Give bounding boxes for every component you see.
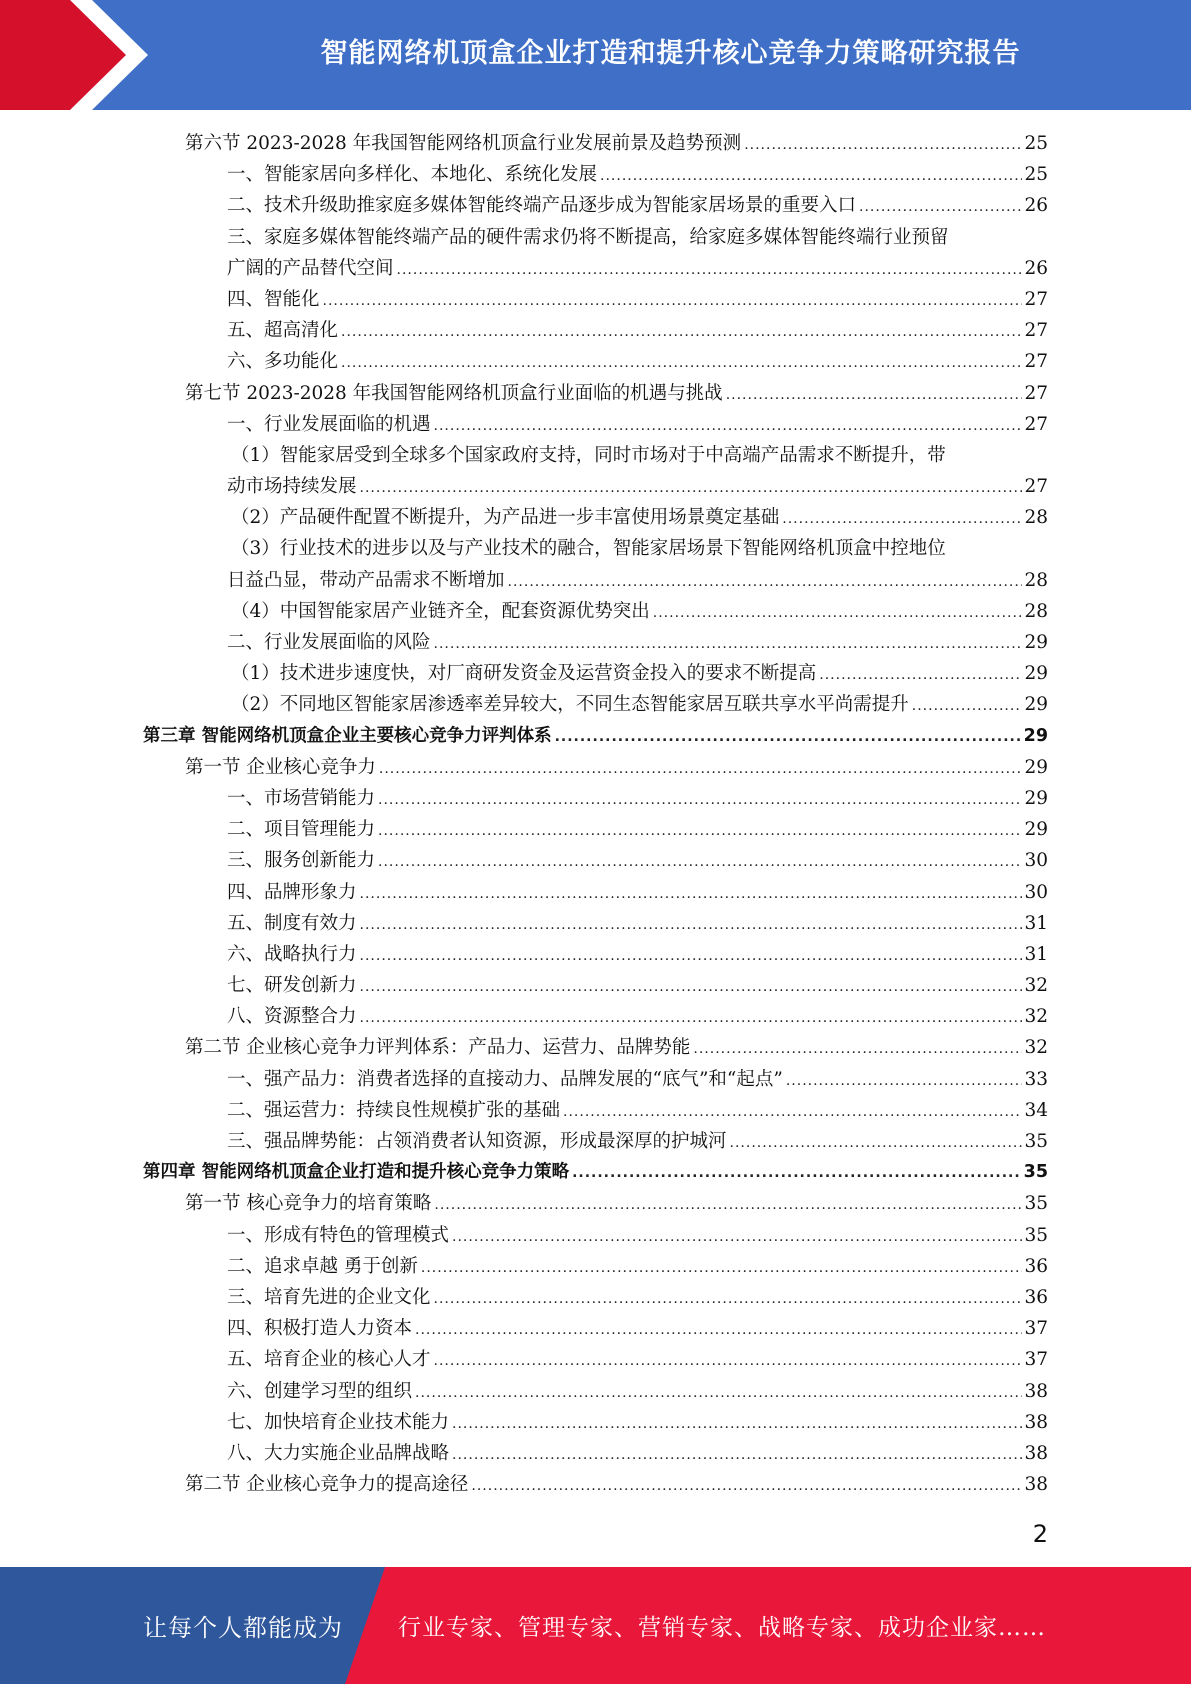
- dot-leader: [471, 1471, 1022, 1502]
- toc-entry[interactable]: [143, 565, 1048, 596]
- toc-entry[interactable]: [143, 222, 1048, 253]
- dot-leader: [744, 130, 1022, 161]
- toc-entry-page: 29: [1024, 819, 1048, 841]
- toc-entry[interactable]: [143, 970, 1048, 1001]
- toc-entry-page: 32: [1024, 1037, 1048, 1059]
- dot-leader: [360, 941, 1023, 972]
- toc-entry-title: 三、强品牌势能：占领消费者认知资源，形成最深厚的护城河: [227, 1131, 727, 1152]
- toc-entry[interactable]: [143, 877, 1048, 908]
- toc-entry[interactable]: [143, 627, 1048, 658]
- toc-entry-title: 第六节 2023-2028 年我国智能网络机顶盒行业发展前景及趋势预测: [185, 133, 742, 154]
- toc-entry-title: 第四章 智能网络机顶盒企业打造和提升核心竞争力策略: [143, 1162, 570, 1183]
- toc-entry-page: 36: [1024, 1255, 1048, 1277]
- toc-entry-page: 28: [1024, 600, 1048, 622]
- toc-entry-title: 一、形成有特色的管理模式: [227, 1224, 450, 1246]
- toc-entry[interactable]: [143, 1376, 1048, 1407]
- toc-entry-title: 第二节 企业核心竞争力评判体系：产品力、运营力、品牌势能: [185, 1037, 691, 1059]
- dot-leader: [819, 660, 1022, 691]
- dot-leader: [452, 1440, 1022, 1471]
- toc-entry[interactable]: [143, 378, 1048, 409]
- toc-entry[interactable]: [143, 596, 1048, 627]
- dot-leader: [434, 411, 1023, 442]
- toc-entry[interactable]: [143, 1438, 1048, 1469]
- dot-leader: [360, 910, 1023, 941]
- toc-entry[interactable]: [143, 1251, 1048, 1282]
- dot-leader: [912, 691, 1023, 722]
- dot-leader: [434, 1284, 1023, 1315]
- toc-entry-title: 六、创建学习型的组织: [227, 1380, 413, 1402]
- toc-entry-title: （1）技术进步速度快，对厂商研发资金及运营资金投入的要求不断提高: [231, 663, 817, 685]
- toc-entry-page: 28: [1024, 569, 1048, 591]
- toc-entry-title: 三、培育先进的企业文化: [227, 1286, 431, 1308]
- toc-entry-page: 29: [1024, 632, 1048, 653]
- toc-entry[interactable]: [143, 409, 1048, 440]
- toc-entry[interactable]: [143, 1126, 1048, 1157]
- toc-entry[interactable]: [143, 253, 1048, 284]
- dot-leader: [341, 348, 1022, 379]
- page-header: [0, 0, 1191, 110]
- toc-entry-title: （1）智能家居受到全球多个国家政府支持，同时市场对于中高端产品需求不断提升，带: [231, 444, 946, 466]
- dot-leader: [360, 972, 1023, 1003]
- toc-entry-page: 27: [1024, 288, 1048, 310]
- toc-entry-page: 38: [1024, 1442, 1048, 1464]
- toc-entry[interactable]: [143, 1313, 1048, 1344]
- dot-leader: [786, 1066, 1023, 1097]
- chevron-arrow-icon: [0, 0, 160, 110]
- dot-leader: [421, 1253, 1023, 1284]
- toc-entry[interactable]: [143, 315, 1048, 346]
- toc-entry-title: 第一节 核心竞争力的培育策略: [185, 1193, 432, 1215]
- toc-entry-title: 动市场持续发展: [227, 476, 357, 498]
- dot-leader: [415, 1378, 1022, 1409]
- toc-entry-page: 33: [1024, 1068, 1048, 1090]
- dot-leader: [434, 1346, 1023, 1377]
- toc-entry[interactable]: [143, 721, 1048, 752]
- toc-entry-page: 35: [1024, 1193, 1048, 1215]
- dot-leader: [360, 879, 1023, 910]
- toc-entry-page: 27: [1024, 320, 1048, 342]
- toc-entry-title: （3）行业技术的进步以及与产业技术的融合，智能家居场景下智能网络机顶盒中控地位: [231, 538, 946, 560]
- toc-entry-title: 二、行业发展面临的风险: [227, 632, 431, 653]
- toc-entry-title: 八、大力实施企业品牌战略: [227, 1442, 450, 1464]
- table-of-contents: [143, 128, 1048, 1500]
- dot-leader: [379, 754, 1023, 785]
- toc-entry-title: （4）中国智能家居产业链齐全，配套资源优势突出: [231, 600, 650, 622]
- toc-entry-page: 37: [1024, 1318, 1048, 1340]
- toc-entry-title: 广阔的产品替代空间: [227, 257, 394, 279]
- toc-entry[interactable]: [143, 752, 1048, 783]
- toc-entry-page: 36: [1024, 1286, 1048, 1308]
- toc-entry-page: 37: [1024, 1349, 1048, 1371]
- dot-leader: [434, 1190, 1022, 1221]
- dot-leader: [730, 1128, 1023, 1159]
- toc-entry[interactable]: [143, 1220, 1048, 1251]
- dot-leader: [341, 317, 1022, 348]
- dot-leader: [434, 629, 1023, 660]
- toc-entry[interactable]: [143, 1469, 1048, 1500]
- toc-entry[interactable]: [143, 284, 1048, 315]
- toc-entry-page: 30: [1024, 850, 1048, 872]
- toc-entry-title: 一、行业发展面临的机遇: [227, 413, 431, 435]
- dot-leader: [415, 1315, 1022, 1346]
- dot-leader: [452, 1222, 1022, 1253]
- toc-entry[interactable]: [143, 346, 1048, 377]
- toc-entry[interactable]: [143, 1032, 1048, 1063]
- toc-entry[interactable]: [143, 1157, 1048, 1188]
- footer-slogan-left: 让每个人都能成为: [143, 1614, 343, 1642]
- dot-leader: [323, 286, 1023, 317]
- toc-entry-page: 32: [1024, 975, 1048, 997]
- toc-entry-page: 28: [1024, 507, 1048, 529]
- toc-entry-title: 六、战略执行力: [227, 943, 357, 965]
- toc-entry-page: 38: [1024, 1380, 1048, 1402]
- toc-entry-title: 四、品牌形象力: [227, 881, 357, 903]
- toc-entry-title: 一、智能家居向多样化、本地化、系统化发展: [227, 164, 598, 186]
- toc-entry[interactable]: [143, 502, 1048, 533]
- toc-entry-page: 29: [1024, 756, 1048, 778]
- toc-entry-page: 27: [1024, 351, 1048, 373]
- toc-entry-title: （2）产品硬件配置不断提升，为产品进一步丰富使用场景奠定基础: [231, 507, 780, 529]
- page-footer: [0, 1567, 1191, 1684]
- toc-entry-title: 二、项目管理能力: [227, 819, 376, 841]
- toc-entry[interactable]: [143, 1407, 1048, 1438]
- dot-leader: [782, 504, 1022, 535]
- toc-entry[interactable]: [143, 783, 1048, 814]
- toc-entry-title: 五、超高清化: [227, 320, 339, 342]
- toc-entry-page: 29: [1024, 787, 1048, 809]
- toc-entry[interactable]: [143, 1344, 1048, 1375]
- dot-leader: [360, 1003, 1023, 1034]
- toc-entry-title: 七、研发创新力: [227, 975, 357, 997]
- toc-entry[interactable]: [143, 845, 1048, 876]
- toc-entry[interactable]: [143, 1188, 1048, 1219]
- dot-leader: [653, 598, 1023, 629]
- toc-entry-title: 四、积极打造人力资本: [227, 1318, 413, 1340]
- toc-entry-page: 35: [1024, 1131, 1048, 1152]
- toc-entry-page: 34: [1024, 1099, 1048, 1121]
- dot-leader: [378, 847, 1022, 878]
- toc-entry-title: 第二节 企业核心竞争力的提高途径: [185, 1474, 469, 1496]
- toc-entry[interactable]: [143, 1282, 1048, 1313]
- dot-leader: [397, 255, 1023, 286]
- toc-entry[interactable]: [143, 689, 1048, 720]
- toc-entry-title: 二、强运营力：持续良性规模扩张的基础: [227, 1099, 561, 1121]
- toc-entry-title: 七、加快培育企业技术能力: [227, 1411, 450, 1433]
- toc-entry-page: 35: [1023, 1162, 1048, 1183]
- report-title: 智能网络机顶盒企业打造和提升核心竞争力策略研究报告: [320, 37, 1021, 69]
- toc-entry-page: 27: [1024, 476, 1048, 498]
- dot-leader: [859, 192, 1022, 223]
- dot-leader: [508, 567, 1023, 598]
- toc-entry-title: 八、资源整合力: [227, 1006, 357, 1028]
- toc-entry-page: 32: [1024, 1006, 1048, 1028]
- page-number: 2: [1032, 1520, 1048, 1548]
- dot-leader: [726, 380, 1023, 411]
- toc-entry[interactable]: [143, 1095, 1048, 1126]
- dot-leader: [555, 722, 1022, 753]
- toc-entry-page: 25: [1024, 164, 1048, 186]
- toc-entry-title: 一、市场营销能力: [227, 787, 376, 809]
- dot-leader: [572, 1158, 1022, 1189]
- toc-entry-title: 第三章 智能网络机顶盒企业主要核心竞争力评判体系: [143, 725, 552, 746]
- toc-entry-page: 31: [1024, 943, 1048, 965]
- dot-leader: [378, 785, 1022, 816]
- toc-entry-title: 六、多功能化: [227, 351, 339, 373]
- toc-entry-title: 三、家庭多媒体智能终端产品的硬件需求仍将不断提高，给家庭多媒体智能终端行业预留: [227, 226, 949, 248]
- toc-entry-page: 38: [1024, 1411, 1048, 1433]
- dot-leader: [360, 473, 1023, 504]
- dot-leader: [378, 816, 1022, 847]
- toc-entry-title: 四、智能化: [227, 288, 320, 310]
- dot-leader: [563, 1097, 1022, 1128]
- toc-entry-page: 27: [1024, 413, 1048, 435]
- toc-entry[interactable]: [143, 939, 1048, 970]
- toc-entry-title: 二、追求卓越 勇于创新: [227, 1255, 418, 1277]
- dot-leader: [452, 1409, 1022, 1440]
- toc-entry-title: 五、培育企业的核心人才: [227, 1349, 431, 1371]
- toc-entry-page: 27: [1024, 382, 1048, 404]
- toc-entry-page: 31: [1024, 912, 1048, 934]
- toc-entry[interactable]: [143, 533, 1048, 564]
- toc-entry[interactable]: [143, 190, 1048, 221]
- toc-entry[interactable]: [143, 1001, 1048, 1032]
- toc-entry-title: （2）不同地区智能家居渗透率差异较大，不同生态智能家居互联共享水平尚需提升: [231, 694, 909, 716]
- toc-entry-title: 五、制度有效力: [227, 912, 357, 934]
- toc-entry-page: 29: [1024, 663, 1048, 685]
- toc-entry[interactable]: [143, 159, 1048, 190]
- toc-entry-page: 29: [1023, 725, 1048, 746]
- toc-entry[interactable]: [143, 908, 1048, 939]
- toc-entry-title: 日益凸显，带动产品需求不断增加: [227, 569, 505, 591]
- toc-entry-page: 38: [1024, 1474, 1048, 1496]
- toc-entry-page: 29: [1024, 694, 1048, 716]
- toc-entry[interactable]: [143, 471, 1048, 502]
- toc-entry-page: 26: [1024, 257, 1048, 279]
- toc-entry-title: 二、技术升级助推家庭多媒体智能终端产品逐步成为智能家居场景的重要入口: [227, 195, 857, 217]
- toc-entry-page: 26: [1024, 195, 1048, 217]
- toc-entry[interactable]: [143, 814, 1048, 845]
- toc-entry-title: 第一节 企业核心竞争力: [185, 756, 376, 778]
- toc-entry-title: 第七节 2023-2028 年我国智能网络机顶盒行业面临的机遇与挑战: [185, 382, 723, 404]
- toc-entry[interactable]: [143, 128, 1048, 159]
- toc-entry-page: 25: [1024, 133, 1048, 154]
- toc-entry-title: 三、服务创新能力: [227, 850, 376, 872]
- toc-entry[interactable]: [143, 440, 1048, 471]
- toc-entry-page: 30: [1024, 881, 1048, 903]
- footer-slogan-right: 行业专家、管理专家、营销专家、战略专家、成功企业家……: [398, 1615, 1046, 1641]
- toc-entry-page: 35: [1024, 1224, 1048, 1246]
- dot-leader: [693, 1034, 1022, 1065]
- toc-entry[interactable]: [143, 1064, 1048, 1095]
- dot-leader: [600, 161, 1022, 192]
- toc-entry[interactable]: [143, 658, 1048, 689]
- toc-entry-title: 一、强产品力：消费者选择的直接动力、品牌发展的“底气”和“起点”: [227, 1068, 783, 1090]
